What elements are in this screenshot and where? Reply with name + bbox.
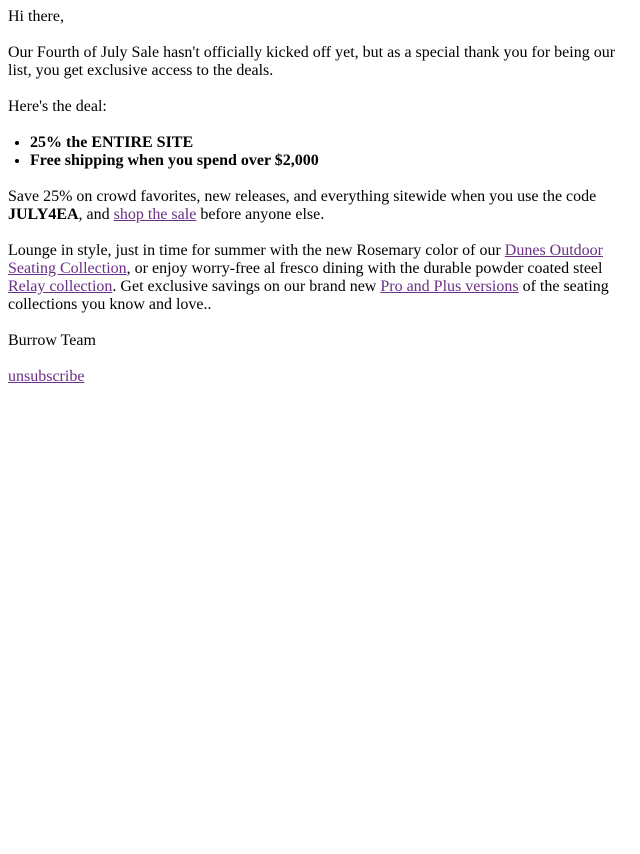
promo-code: JULY4EA <box>8 206 79 223</box>
deal-list <box>8 134 632 170</box>
lounge-text-4: of the seating collections you know and love.. <box>8 278 609 313</box>
lounge-text-1: Lounge in style, just in time for summer with the new Rosemary color of our <box>8 242 505 259</box>
deal-item-free-shipping: • Free shipping when you spend over $2,000 <box>30 152 632 170</box>
lounge-paragraph <box>8 242 632 314</box>
deal-item-discount: • 25% the ENTIRE SITE <box>30 134 632 152</box>
unsubscribe-row <box>8 368 632 386</box>
unsubscribe-link[interactable]: unsubscribe <box>8 368 85 385</box>
dunes-collection-link[interactable]: Dunes Outdoor Seating Collection <box>8 242 604 277</box>
greeting: Hi there, <box>8 8 64 25</box>
lounge-text-3: . Get exclusive savings on our brand new <box>112 278 381 295</box>
intro-paragraph: Our Fourth of July Sale hasn't officially kicked off yet, but as a special thank you for being our list, you get exclusive access to the deals. <box>8 44 616 79</box>
save-text-after: before anyone else. <box>196 206 325 223</box>
relay-collection-link[interactable]: Relay collection <box>8 278 113 295</box>
pro-plus-versions-link[interactable]: Pro and Plus versions <box>380 278 519 295</box>
shop-the-sale-link[interactable]: shop the sale <box>113 206 197 223</box>
signature: Burrow Team <box>8 332 96 349</box>
lounge-text-2: , or enjoy worry-free al fresco dining with the durable powder coated steel <box>126 260 603 277</box>
save-paragraph <box>8 188 632 224</box>
save-text-before: Save 25% on crowd favorites, new releases, and everything sitewide when you use the code <box>8 188 597 205</box>
email-body <box>0 0 640 386</box>
save-text-middle: , and <box>78 206 114 223</box>
deal-heading: Here's the deal: <box>8 98 107 115</box>
